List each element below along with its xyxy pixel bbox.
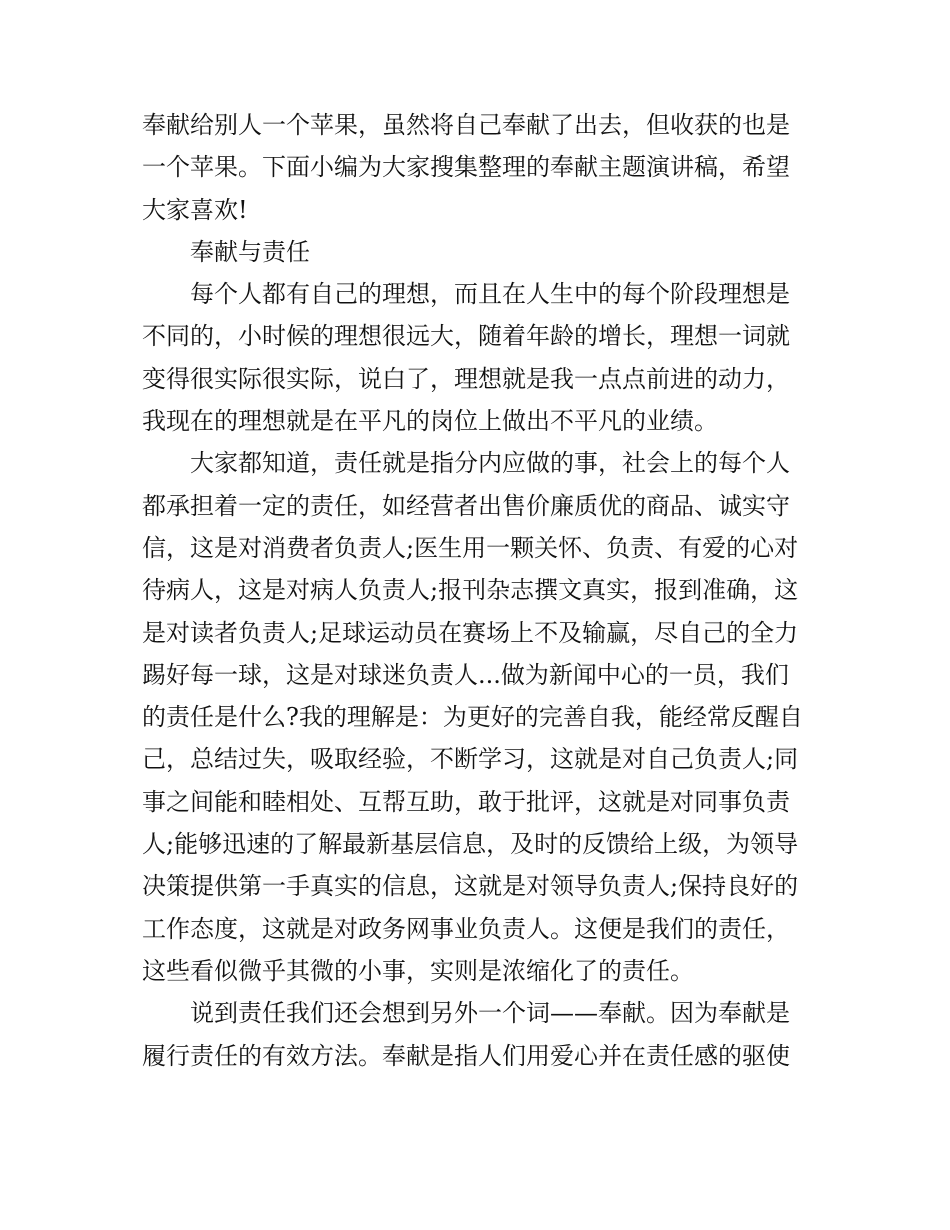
section-heading: 奉献与责任 xyxy=(190,237,310,266)
intro-paragraph: 奉献给别人一个苹果，虽然将自己奉献了出去，但收获的也是一个苹果。下面小编为大家搜集整理的奉献主题演讲稿，希望大家喜欢! xyxy=(142,111,790,224)
document-body xyxy=(142,104,812,1077)
body-paragraph-dedication: 说到责任我们还会想到另外一个词——奉献。因为奉献是履行责任的有效方法。奉献是指人们用爱心并在责任感的驱使 xyxy=(142,999,790,1070)
body-paragraph-ideal: 每个人都有自己的理想，而且在人生中的每个阶段理想是不同的，小时候的理想很远大，随着年龄的增长，理想一词就变得很实际很实际，说白了，理想就是我一点点前进的动力，我现在的理想就是在平凡的岗位上做出不平凡的业绩。 xyxy=(142,280,790,436)
body-paragraph-responsibility: 大家都知道，责任就是指分内应做的事，社会上的每个人都承担着一定的责任，如经营者出售价廉质优的商品、诚实守信，这是对消费者负责人;医生用一颗关怀、负责、有爱的心对待病人，这是对病人负责人;报刊杂志撰文真实，报到准确，这是对读者负责人;足球运动员在赛场上不及输赢，尽自己的全力踢好每一球，这是对球迷负责人...做为新闻中心的一员，我们的责任是什么?我的理解是：为更好的完善自我，能经常反醒自己，总结过失，吸取经验，不断学习，这就是对自己负责人;同事之间能和睦相处、互帮互助，敢于批评，这就是对同事负责人;能够迅速的了解最新基层信息，及时的反馈给上级，为领导决策提供第一手真实的信息，这就是对领导负责人;保持良好的工作态度，这就是对政务网事业负责人。这便是我们的责任，这些看似微乎其微的小事，实则是浓缩化了的责任。 xyxy=(142,449,803,985)
